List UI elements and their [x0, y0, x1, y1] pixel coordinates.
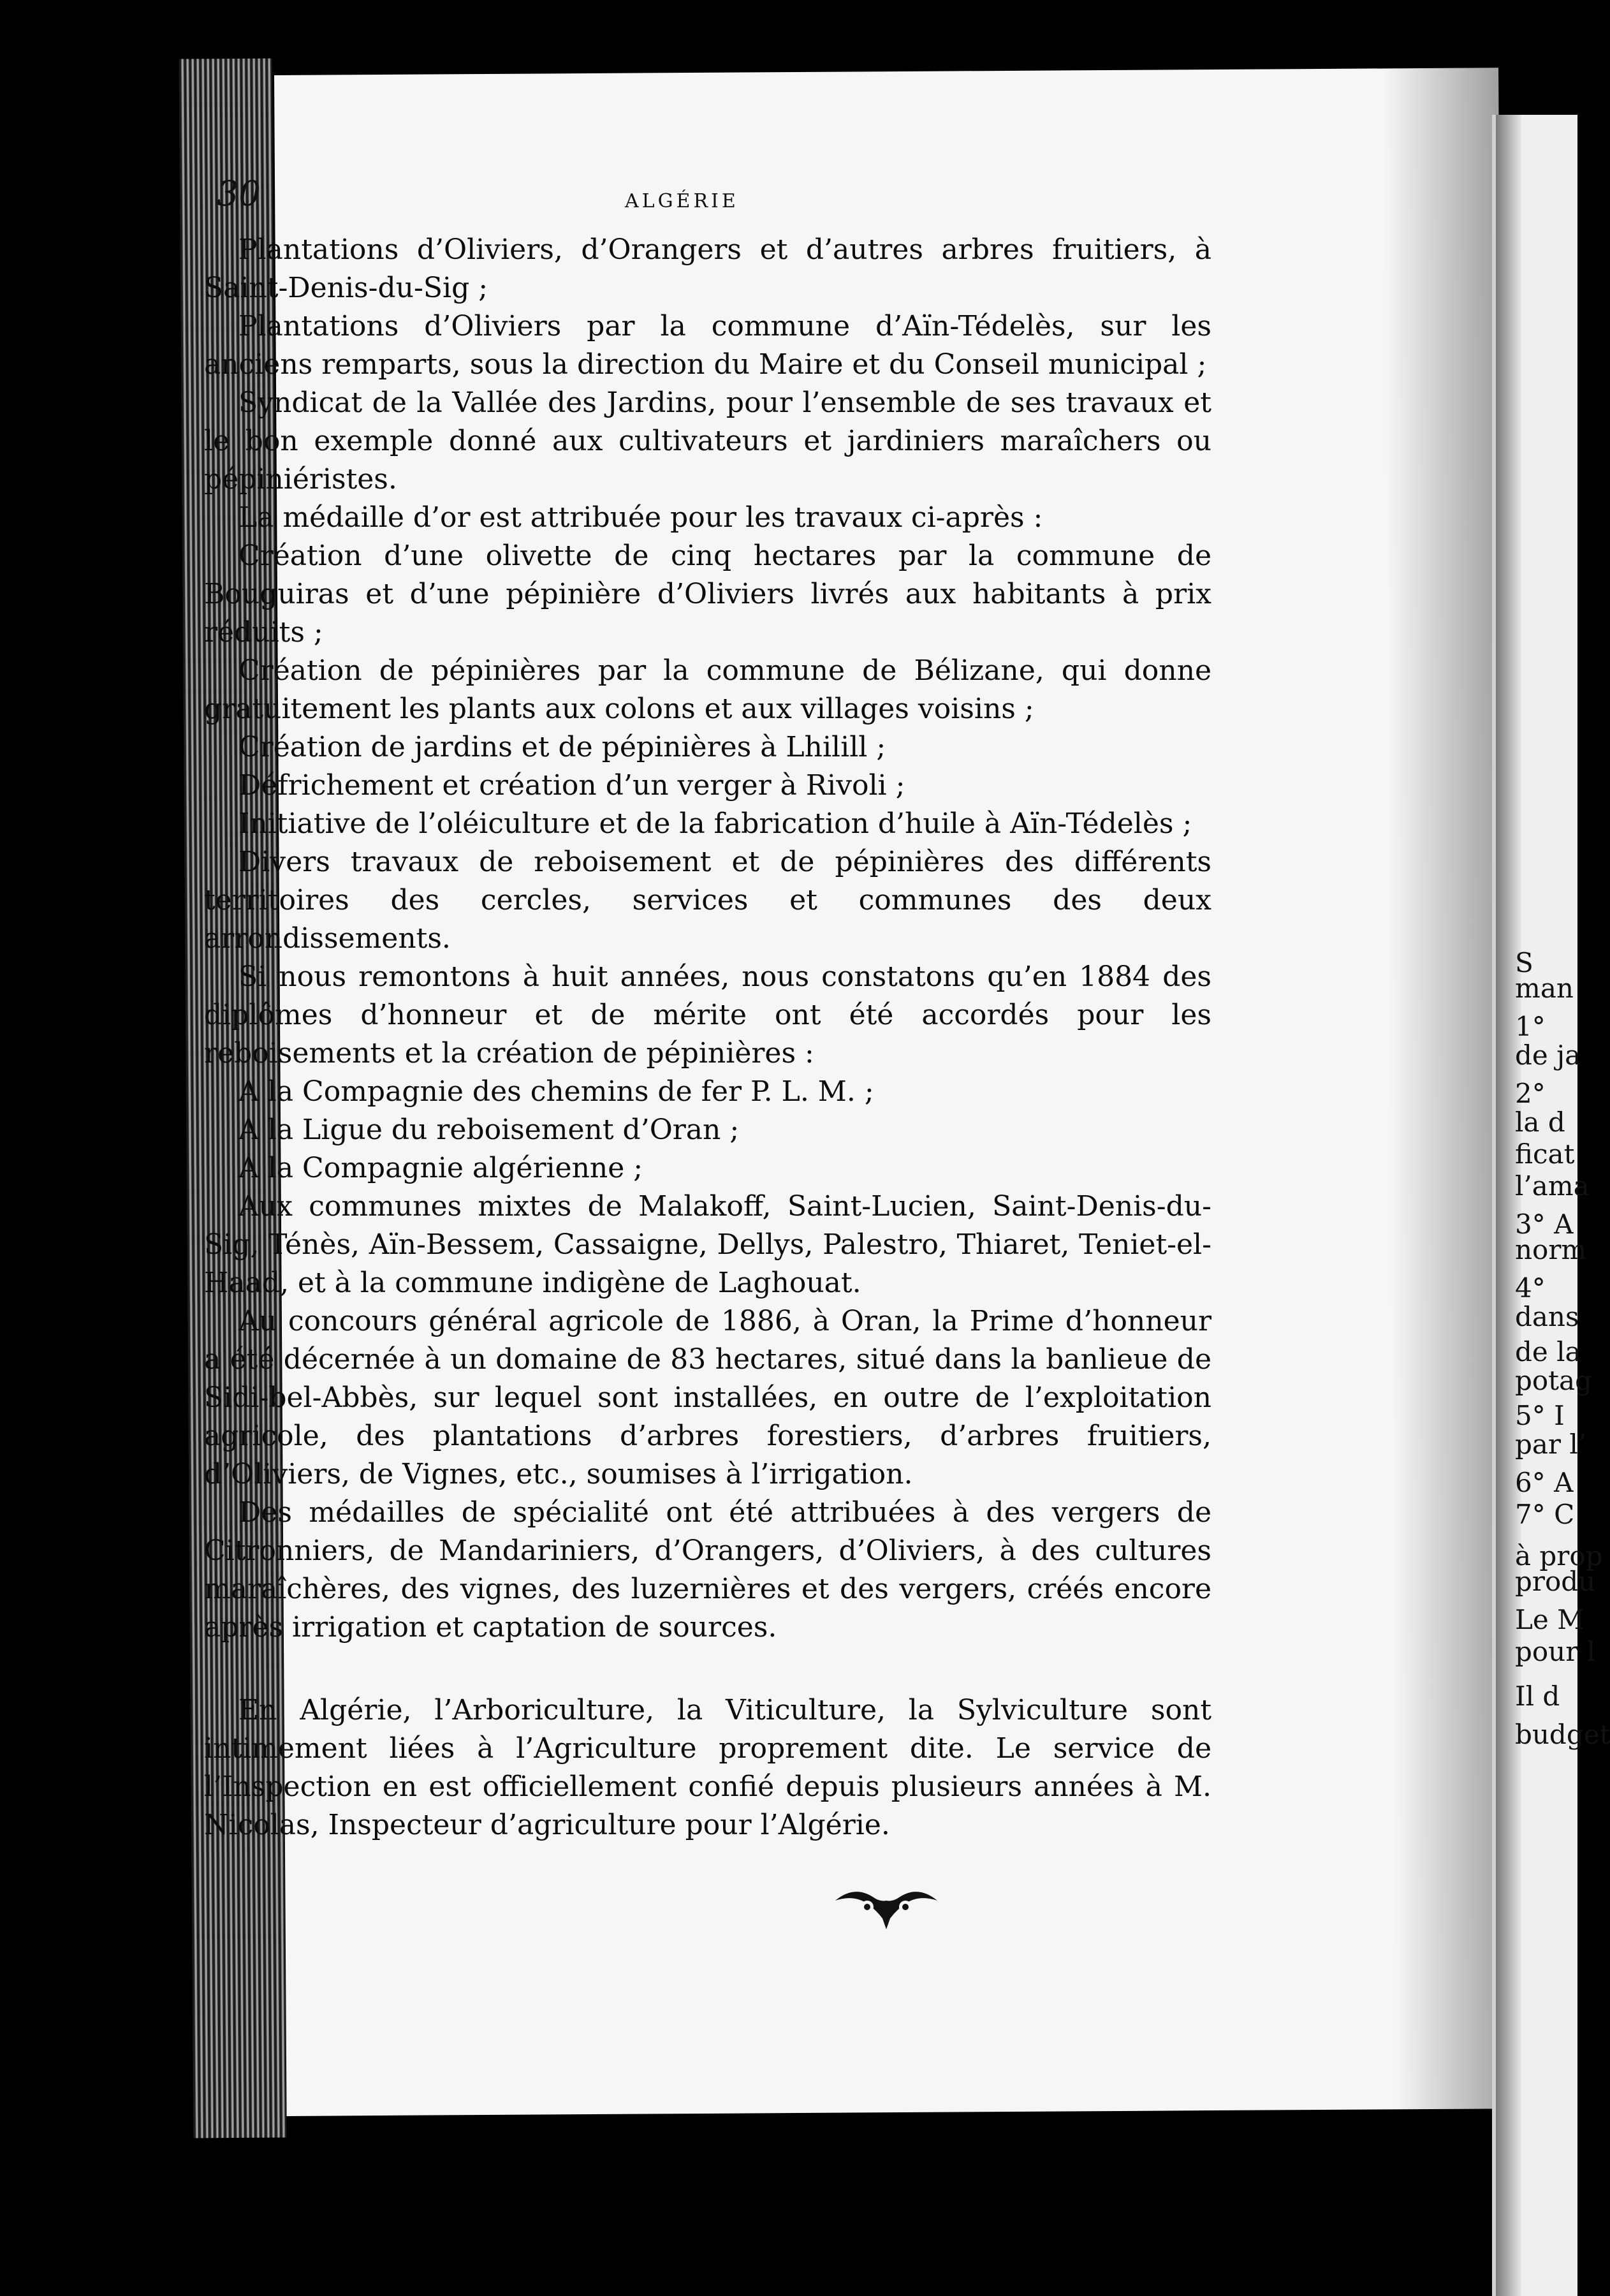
facing-page-line: pour l [1515, 1636, 1596, 1667]
facing-page-line: budget [1515, 1719, 1610, 1750]
facing-page-line: 1° [1515, 1011, 1546, 1042]
facing-page-line: 5° I [1515, 1400, 1565, 1431]
facing-page-line: 7° C [1515, 1499, 1575, 1530]
facing-page-fragment [1492, 115, 1610, 2296]
paragraph: Plantations d’Oliviers par la commune d’Aïn-Tédelès, sur les anciens remparts, sous la direction du Maire et du Conseil municipal ; [204, 310, 1211, 381]
facing-page-line: 4° [1515, 1272, 1546, 1304]
facing-page-line: 6° A [1515, 1467, 1574, 1498]
paragraph: Plantations d’Oliviers, d’Orangers et d’autres arbres fruitiers, à Saint-Denis-du-Sig ; [204, 233, 1211, 304]
facing-page-line: man [1515, 973, 1574, 1004]
facing-page-line: de ja [1515, 1040, 1581, 1071]
page-number: 30 [217, 173, 261, 214]
facing-page-line: dans [1515, 1301, 1579, 1332]
paragraph: A la Compagnie algérienne ; [238, 1152, 643, 1184]
facing-page-line: ficat [1515, 1138, 1575, 1170]
facing-page-line: de la [1515, 1336, 1581, 1367]
facing-page-line: la d [1515, 1107, 1565, 1138]
paragraph: Divers travaux de reboisement et de pépinières des différents territoires des cercles, services et communes des deux arrondissements. [204, 846, 1211, 955]
paragraph: Création de pépinières par la commune de Bélizane, qui donne gratuitement les plants aux colons et aux villages voisins ; [204, 654, 1211, 725]
paragraph: Initiative de l’oléiculture et de la fabrication d’huile à Aïn-Tédelès ; [238, 807, 1192, 840]
paragraph: En Algérie, l’Arboriculture, la Viticulture, la Sylviculture sont intimement liées à l’Agriculture proprement dite. Le service de l’Inspection en est officiellement confié depuis plusieurs années à M. Nicolas, Inspecteur d’agriculture pour l’Algérie. [204, 1694, 1211, 1841]
paragraph: Aux communes mixtes de Malakoff, Saint-Lucien, Saint-Denis-du-Sig, Ténès, Aïn-Bessem, Cassaigne, Dellys, Palestro, Thiaret, Teniet-el-Haad, et à la commune indigène de Laghouat. [204, 1190, 1211, 1299]
paragraph: Défrichement et création d’un verger à Rivoli ; [238, 769, 905, 802]
facing-page-line: Il d [1515, 1681, 1560, 1712]
running-head: ALGÉRIE [625, 190, 739, 212]
paragraph: Syndicat de la Vallée des Jardins, pour l’ensemble de ses travaux et le bon exemple donné aux cultivateurs et jardiniers maraîchers ou pépiniéristes. [204, 386, 1211, 496]
facing-page-line: Le M [1515, 1604, 1585, 1635]
facing-page-line: 2° [1515, 1078, 1546, 1109]
paragraph: Des médailles de spécialité ont été attribuées à des vergers de Citronniers, de Mandariniers, d’Orangers, d’Oliviers, à des cultures maraîchères, des vignes, des luzernières et des vergers, créés encore après irrigation et captation de sources. [204, 1496, 1211, 1644]
paragraph: Si nous remontons à huit années, nous constatons qu’en 1884 des diplômes d’honneur et de mérite ont été accordés pour les reboisements et la création de pépinières : [204, 960, 1211, 1070]
paragraph: A la Ligue du reboisement d’Oran ; [238, 1114, 740, 1146]
facing-page-line: norm [1515, 1234, 1587, 1265]
page-header [217, 173, 1205, 224]
paragraph: A la Compagnie des chemins de fer P. L. M. ; [238, 1075, 874, 1108]
facing-page-line: l’ama [1515, 1170, 1590, 1202]
facing-page-line: 3° A [1515, 1209, 1574, 1240]
paragraph: La médaille d’or est attribuée pour les travaux ci-après : [238, 501, 1043, 534]
facing-page-line: produ [1515, 1566, 1596, 1597]
facing-page-line: par l’ [1515, 1429, 1587, 1460]
page-body [204, 231, 1211, 1844]
paragraph: Création de jardins et de pépinières à Lhilill ; [238, 731, 886, 763]
facing-page-line: S [1515, 947, 1533, 978]
facing-page-line: potag [1515, 1365, 1592, 1396]
paragraph: Au concours général agricole de 1886, à Oran, la Prime d’honneur a été décernée à un domaine de 83 hectares, situé dans la banlieue de Sidi-bel-Abbès, sur lequel sont installées, en outre de l’exploitation agricole, des plantations d’arbres forestiers, d’arbres fruitiers, d’Oliviers, de Vignes, etc., soumises à l’irrigation. [204, 1305, 1211, 1490]
fleuron-ornament-icon [829, 1881, 944, 1932]
facing-page-line: à prop [1515, 1540, 1603, 1571]
paragraph: Création d’une olivette de cinq hectares par la commune de Bouguiras et d’une pépinière d’Oliviers livrés aux habitants à prix réduits ; [204, 540, 1211, 649]
